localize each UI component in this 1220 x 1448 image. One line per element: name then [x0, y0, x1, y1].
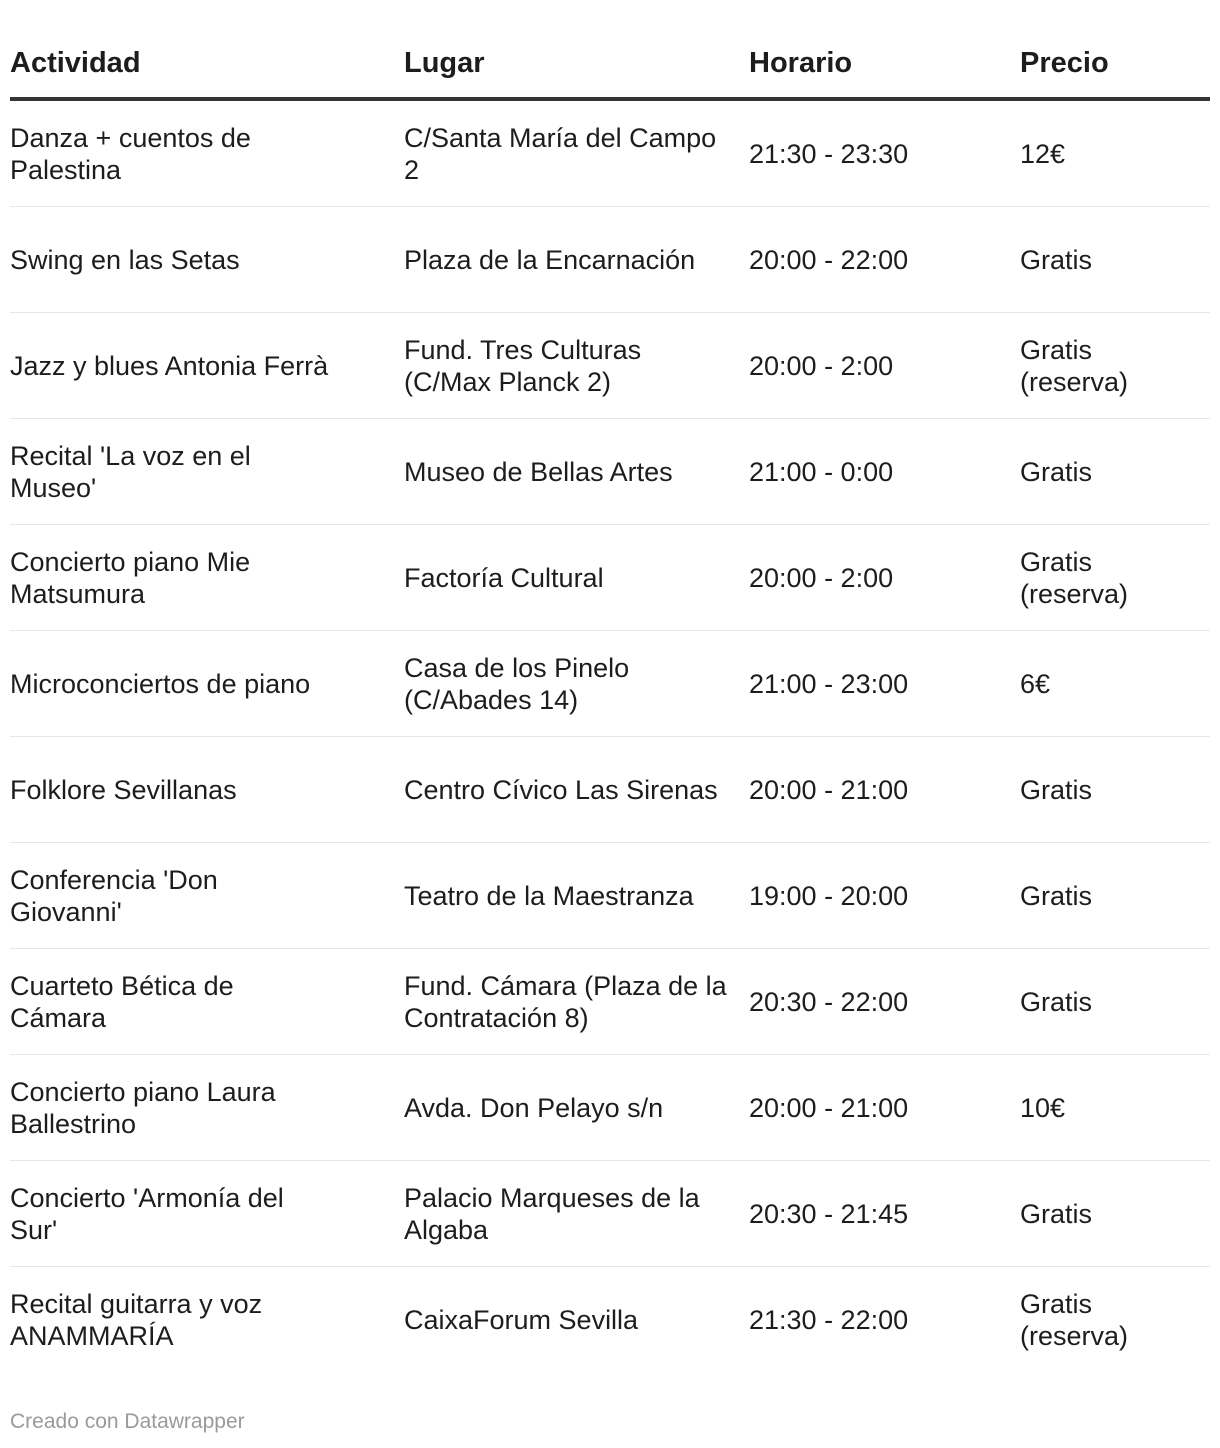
activity-cell [10, 668, 404, 700]
time-cell-text: 20:30 - 22:00 [749, 986, 909, 1017]
price-cell-text: 10€ [1020, 1092, 1066, 1123]
activity-cell-text: Folklore Sevillanas [10, 774, 237, 805]
place-cell [404, 880, 749, 912]
place-cell [404, 1092, 749, 1124]
time-cell [749, 562, 1020, 594]
column-header-lugar: Lugar [404, 46, 485, 79]
place-cell [404, 1182, 749, 1246]
price-cell [1020, 880, 1210, 912]
place-cell-text: C/Santa María del Campo 2 [404, 122, 717, 185]
table-row [10, 525, 1210, 631]
place-cell-text: Plaza de la Encarnación [404, 244, 696, 275]
activity-cell [10, 970, 404, 1034]
events-table [10, 30, 1210, 1373]
table-body [10, 101, 1210, 1373]
time-cell-text: 21:00 - 23:00 [749, 668, 909, 699]
column-header-horario: Horario [749, 46, 853, 79]
price-cell-text: Gratis (reserva) [1020, 334, 1129, 397]
price-cell-text: Gratis [1020, 456, 1093, 487]
place-cell-text: Fund. Cámara (Plaza de la Contratación 8) [404, 970, 727, 1033]
table-header-row [10, 30, 1210, 101]
price-cell [1020, 1092, 1210, 1124]
price-cell [1020, 138, 1210, 170]
time-cell [749, 1304, 1020, 1336]
table-row [10, 313, 1210, 419]
table-row [10, 843, 1210, 949]
place-cell-text: CaixaForum Sevilla [404, 1305, 639, 1335]
place-cell [404, 122, 749, 186]
time-cell [749, 456, 1020, 488]
activity-cell-text: Recital 'La voz en el Museo' [10, 440, 251, 503]
time-cell [749, 350, 1020, 382]
price-cell-text: Gratis [1020, 1198, 1093, 1229]
table-row [10, 207, 1210, 313]
place-cell [404, 774, 749, 806]
table-row [10, 737, 1210, 843]
time-cell [749, 774, 1020, 806]
time-cell-text: 20:30 - 21:45 [749, 1198, 909, 1229]
price-cell-text: Gratis [1020, 244, 1093, 275]
activity-cell [10, 244, 404, 276]
place-cell-text: Centro Cívico Las Sirenas [404, 774, 718, 805]
time-cell [749, 138, 1020, 170]
price-cell-text: 12€ [1020, 138, 1066, 169]
activity-cell [10, 774, 404, 806]
time-cell [749, 244, 1020, 276]
activity-cell-text: Microconciertos de piano [10, 668, 311, 699]
price-cell-text: Gratis [1020, 774, 1093, 805]
place-cell-text: Avda. Don Pelayo s/n [404, 1092, 664, 1123]
activity-cell [10, 440, 404, 504]
place-cell-text: Museo de Bellas Artes [404, 456, 673, 487]
activity-cell-text: Recital guitarra y voz ANAMMARÍA [10, 1289, 263, 1351]
activity-cell-text: Concierto piano Laura Ballestrino [10, 1076, 276, 1139]
price-cell [1020, 334, 1210, 398]
time-cell-text: 20:00 - 21:00 [749, 1092, 909, 1123]
time-cell [749, 986, 1020, 1018]
price-cell-text: Gratis (reserva) [1020, 546, 1129, 609]
price-cell-text: Gratis [1020, 880, 1093, 911]
place-cell [404, 970, 749, 1034]
table-row [10, 101, 1210, 207]
activity-cell [10, 864, 404, 928]
table-row [10, 1055, 1210, 1161]
price-cell [1020, 1198, 1210, 1230]
activity-cell [10, 1182, 404, 1246]
time-cell-text: 20:00 - 2:00 [749, 562, 894, 593]
activity-cell-text: Concierto 'Armonía del Sur' [10, 1182, 284, 1245]
place-cell-text: Teatro de la Maestranza [404, 880, 694, 911]
time-cell-text: 20:00 - 22:00 [749, 244, 909, 275]
price-cell [1020, 456, 1210, 488]
time-cell [749, 1092, 1020, 1124]
time-cell [749, 880, 1020, 912]
table-row [10, 419, 1210, 525]
activity-cell-text: Danza + cuentos de Palestina [10, 122, 251, 185]
column-header-actividad: Actividad [10, 46, 141, 79]
time-cell-text: 21:30 - 23:30 [749, 138, 909, 169]
table-row [10, 1161, 1210, 1267]
price-cell-text: Gratis (reserva) [1020, 1289, 1129, 1351]
place-cell [404, 334, 749, 398]
activity-cell-text: Cuarteto Bética de Cámara [10, 970, 234, 1033]
time-cell-text: 20:00 - 2:00 [749, 350, 894, 381]
place-cell [404, 562, 749, 594]
place-cell [404, 244, 749, 276]
price-cell-text: 6€ [1020, 668, 1051, 699]
activity-cell [10, 546, 404, 610]
activity-cell [10, 1288, 404, 1352]
activity-cell [10, 122, 404, 186]
price-cell [1020, 774, 1210, 806]
time-cell [749, 668, 1020, 700]
place-cell [404, 652, 749, 716]
place-cell-text: Factoría Cultural [404, 562, 604, 593]
place-cell [404, 456, 749, 488]
time-cell [749, 1198, 1020, 1230]
price-cell [1020, 546, 1210, 610]
activity-cell [10, 1076, 404, 1140]
price-cell-text: Gratis [1020, 986, 1093, 1017]
activity-cell [10, 350, 404, 382]
datawrapper-credit: Creado con Datawrapper [10, 1410, 245, 1433]
activity-cell-text: Conferencia 'Don Giovanni' [10, 864, 218, 927]
time-cell-text: 20:00 - 21:00 [749, 774, 909, 805]
activity-cell-text: Swing en las Setas [10, 244, 240, 275]
activity-cell-text: Concierto piano Mie Matsumura [10, 546, 251, 609]
column-header-precio: Precio [1020, 46, 1109, 79]
time-cell-text: 21:30 - 22:00 [749, 1305, 909, 1335]
place-cell-text: Palacio Marqueses de la Algaba [404, 1182, 700, 1245]
place-cell-text: Fund. Tres Culturas (C/Max Planck 2) [404, 334, 642, 397]
table-row [10, 1267, 1210, 1373]
price-cell [1020, 1288, 1210, 1352]
price-cell [1020, 244, 1210, 276]
time-cell-text: 19:00 - 20:00 [749, 880, 909, 911]
time-cell-text: 21:00 - 0:00 [749, 456, 894, 487]
price-cell [1020, 668, 1210, 700]
activity-cell-text: Jazz y blues Antonia Ferrà [10, 350, 329, 381]
place-cell [404, 1304, 749, 1336]
place-cell-text: Casa de los Pinelo (C/Abades 14) [404, 652, 630, 715]
table-row [10, 631, 1210, 737]
price-cell [1020, 986, 1210, 1018]
table-row [10, 949, 1210, 1055]
